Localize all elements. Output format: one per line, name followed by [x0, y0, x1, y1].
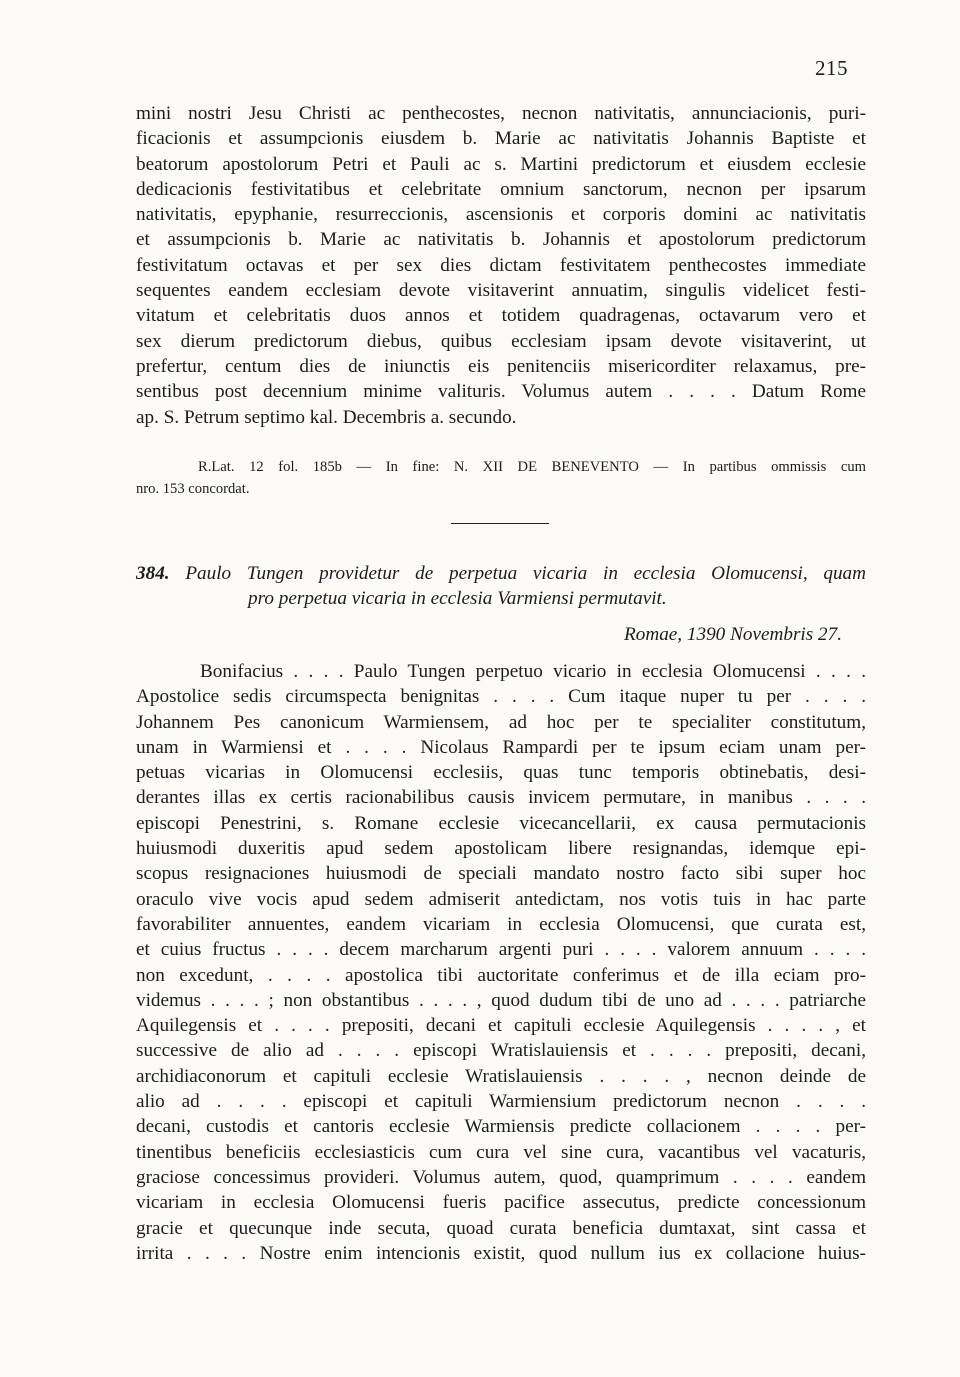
text-line: Aquilegensis et . . . . prepositi, decani et capituli ecclesie Aquilegensis . . . . , et — [136, 1015, 866, 1037]
text-line: festivitatum octavas et per sex dies dictam festivitatem penthecostes immediate — [136, 254, 866, 276]
heading-text-1: Paulo Tungen providetur de perpetua vicaria in ecclesia Olomucensi, quam — [185, 563, 866, 584]
text-line: favorabiliter annuentes, eandem vicariam in ecclesia Olomucensi, que curata est, — [136, 913, 866, 935]
text-line: archidiaconorum et capituli ecclesie Wratislauiensis . . . . , necnon deinde de — [136, 1065, 866, 1087]
text-line: petuas vicarias in Olomucensi ecclesiis, quas tunc temporis obtinebatis, desi- — [136, 762, 866, 784]
source-note-line: R.Lat. 12 fol. 185b — In fine: N. XII DE BENEVENTO — In partibus ommissis cum — [198, 459, 866, 475]
text-line: scopus resignaciones huiusmodi de speciali mandato nostro facto sibi super hoc — [136, 863, 866, 885]
text-line: sentibus post decennium minime valituris. Volumus autem . . . . Datum Rome — [136, 381, 866, 403]
text-line: derantes illas ex certis racionabilibus causis invicem permutare, in manibus . . . . — [136, 787, 866, 809]
text-line: mini nostri Jesu Christi ac penthecostes, necnon nativitatis, annunciacionis, puri- — [136, 103, 866, 124]
text-line: gracie et quecunque inde secuta, quoad curata beneficia dumtaxat, sint cassa et — [136, 1217, 866, 1239]
text-line: vitatum et celebritatis duos annos et totidem quadragenas, octavarum vero et — [136, 305, 866, 327]
source-note-line: nro. 153 concordat. — [136, 481, 250, 497]
paragraph-1 — [136, 101, 866, 430]
text-line: unam in Warmiensi et . . . . Nicolaus Rampardi per te ipsum eciam unam per- — [136, 736, 866, 758]
text-line: nativitatis, epyphanie, resurreccionis, ascensionis et corporis domini ac nativitatis — [136, 204, 866, 226]
text-line: et assumpcionis b. Marie ac nativitatis b. Johannis et apostolorum predictorum — [136, 229, 866, 251]
document-number: 384. — [136, 563, 170, 584]
text-line: huiusmodi duxeritis apud sedem apostolicam libere resignandas, idemque epi- — [136, 838, 866, 860]
page-number: 215 — [815, 56, 848, 80]
text-line: episcopi Penestrini, s. Romane ecclesie vicecancellarii, ex causa permutacionis — [136, 812, 866, 834]
text-line: beatorum apostolorum Petri et Pauli ac s. Martini predictorum et eiusdem ecclesie — [136, 153, 866, 175]
dateline: Romae, 1390 Novembris 27. — [624, 624, 842, 645]
text-line: irrita . . . . Nostre enim intencionis existit, quod nullum ius ex collacione huius- — [136, 1242, 866, 1264]
text-line: dedicacionis festivitatibus et celebritate omnium sanctorum, necnon per ipsarum — [136, 178, 866, 200]
text-line: videmus . . . . ; non obstantibus . . . . , quod dudum tibi de uno ad . . . . patriarche — [136, 989, 866, 1011]
text-line: graciose concessimus provideri. Volumus autem, quod, quamprimum . . . . eandem — [136, 1166, 866, 1188]
text-line: non excedunt, . . . . apostolica tibi auctoritate conferimus et de illa eciam pro- — [136, 964, 866, 986]
text-line: et cuius fructus . . . . decem marcharum argenti puri . . . . valorem annuum . . . . — [136, 939, 866, 961]
paragraph-2 — [136, 659, 866, 1266]
text-line: ficacionis et assumpcionis eiusdem b. Marie ac nativitatis Johannis Baptiste et — [136, 128, 866, 150]
document-heading — [136, 561, 866, 612]
text-line: successive de alio ad . . . . episcopi Wratislauiensis et . . . . prepositi, decani, — [136, 1040, 866, 1062]
text-line: alio ad . . . . episcopi et capituli Warmiensium predictorum necnon . . . . — [136, 1091, 866, 1113]
source-note — [136, 456, 866, 500]
text-line: Bonifacius . . . . Paulo Tungen perpetuo vicario in ecclesia Olomucensi . . . . — [200, 661, 866, 682]
heading-line-2: pro perpetua vicaria in ecclesia Varmiensi permutavit. — [248, 588, 667, 610]
heading-line-1 — [136, 561, 866, 586]
text-line: decani, custodis et cantoris ecclesie Warmiensis predicte collacionem . . . . per- — [136, 1116, 866, 1138]
text-line: prefertur, centum dies de iniunctis eis penitenciis misericorditer relaxamus, pre- — [136, 355, 866, 377]
text-line: Apostolice sedis circumspecta benignitas . . . . Cum itaque nuper tu per . . . . — [136, 686, 866, 708]
text-line: oraculo vive vocis apud sedem admiserit antedictam, nos votis tuis in hac parte — [136, 888, 866, 910]
separator-rule — [451, 523, 549, 524]
text-line: Johannem Pes canonicum Warmiensem, ad hoc per te specialiter constitutum, — [136, 711, 866, 733]
text-line: sequentes eandem ecclesiam devote visitaverint annuatim, singulis videlicet festi- — [136, 280, 866, 302]
text-line: ap. S. Petrum septimo kal. Decembris a. secundo. — [136, 406, 517, 428]
text-line: sex dierum predictorum diebus, quibus ecclesiam ipsam devote visitaverint, ut — [136, 330, 866, 352]
text-line: tinentibus beneficiis ecclesiasticis cum cura vel sine cura, vacantibus vel vacaturis, — [136, 1141, 866, 1163]
text-line: vicariam in ecclesia Olomucensi fueris pacifice assecutus, predicte concessionum — [136, 1192, 866, 1214]
